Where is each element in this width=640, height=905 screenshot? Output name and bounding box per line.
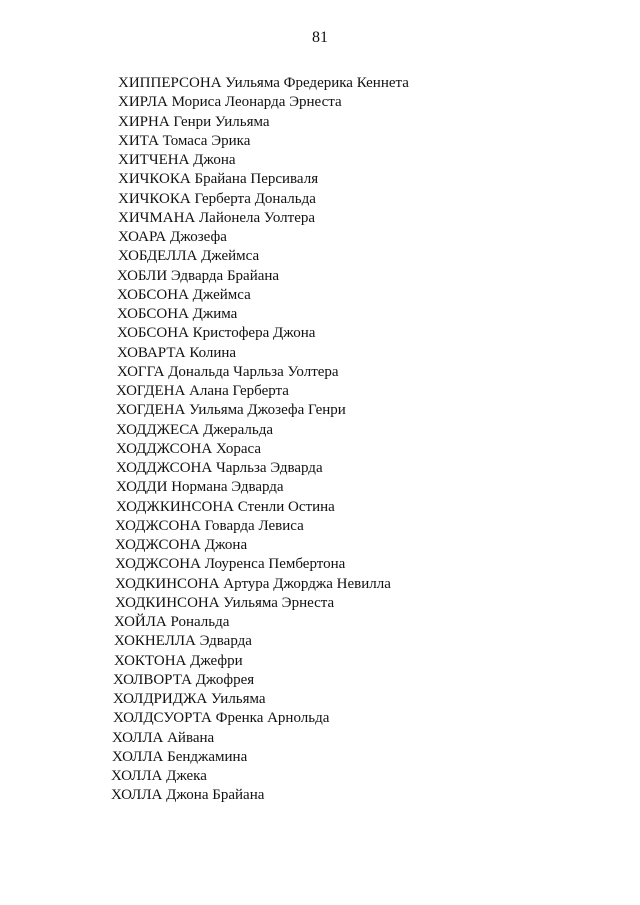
list-item: ХОБДЕЛЛА Джеймса (118, 248, 260, 265)
list-item: ХИЧКОКА Брайана Персиваля (118, 171, 319, 188)
list-item: ХОБСОНА Джеймса (117, 286, 251, 303)
list-item: ХОАРА Джозефа (118, 229, 227, 245)
list-item: ХИЧМАНА Лайонела Уолтера (118, 209, 316, 226)
list-item: ХОЛЛА Джона Брайана (111, 787, 265, 804)
list-item: ХОГДЕНА Алана Герберта (116, 383, 289, 399)
list-item: ХИЧКОКА Герберта Дональда (118, 190, 316, 207)
page-number: 81 (312, 29, 328, 46)
list-item: ХОДЖКИНСОНА Стенли Остина (116, 498, 335, 515)
name-list (0, 74, 640, 806)
list-item: ХОДДЖСОНА Хораса (116, 440, 261, 457)
list-item: ХОДЖСОНА Лоуренса Пембертона (115, 556, 346, 573)
list-item: ХИТЧЕНА Джона (118, 152, 236, 168)
list-item: ХОДКИНСОНА Артура Джорджа Невилла (115, 575, 391, 592)
list-item: ХОЛЛА Джека (111, 768, 207, 784)
list-item: ХОДЖСОНА Говарда Левиса (115, 517, 304, 534)
list-item: ХОДДИ Нормана Эдварда (116, 479, 284, 496)
list-item: ХОГДЕНА Уильяма Джозефа Генри (116, 402, 346, 419)
list-item: ХОКНЕЛЛА Эдварда (114, 633, 252, 650)
list-item: ХОГГА Дональда Чарльза Уолтера (117, 363, 339, 380)
list-item: ХОЛЛА Айвана (112, 729, 215, 746)
list-item: ХОДДЖЕСА Джеральда (116, 421, 274, 438)
list-item: ХОЙЛА Рональда (114, 614, 230, 630)
list-item: ХОБЛИ Эдварда Брайана (117, 267, 280, 284)
list-item: ХОДКИНСОНА Уильяма Эрнеста (115, 594, 335, 611)
list-item: ХОЛДСУОРТА Френка Арнольда (113, 710, 330, 727)
list-item: ХОБСОНА Кристофера Джона (117, 325, 316, 342)
list-item: ХОЛЛА Бенджамина (112, 748, 248, 765)
list-item: ХИППЕРСОНА Уильяма Фредерика Кеннета (118, 75, 409, 91)
list-item: ХОЛВОРТА Джофрея (113, 671, 255, 688)
list-item: ХИТА Томаса Эрика (118, 132, 251, 149)
list-item: ХОДДЖСОНА Чарльза Эдварда (116, 460, 323, 476)
list-item: ХОЛДРИДЖА Уильяма (113, 691, 266, 707)
list-item: ХИРЛА Мориса Леонарда Эрнеста (118, 94, 342, 111)
list-item: ХОБСОНА Джима (117, 306, 238, 322)
list-item: ХОКТОНА Джефри (114, 652, 243, 669)
list-item: ХИРНА Генри Уильяма (118, 113, 270, 130)
list-item: ХОДЖСОНА Джона (115, 537, 248, 553)
list-item: ХОВАРТА Колина (117, 344, 237, 361)
